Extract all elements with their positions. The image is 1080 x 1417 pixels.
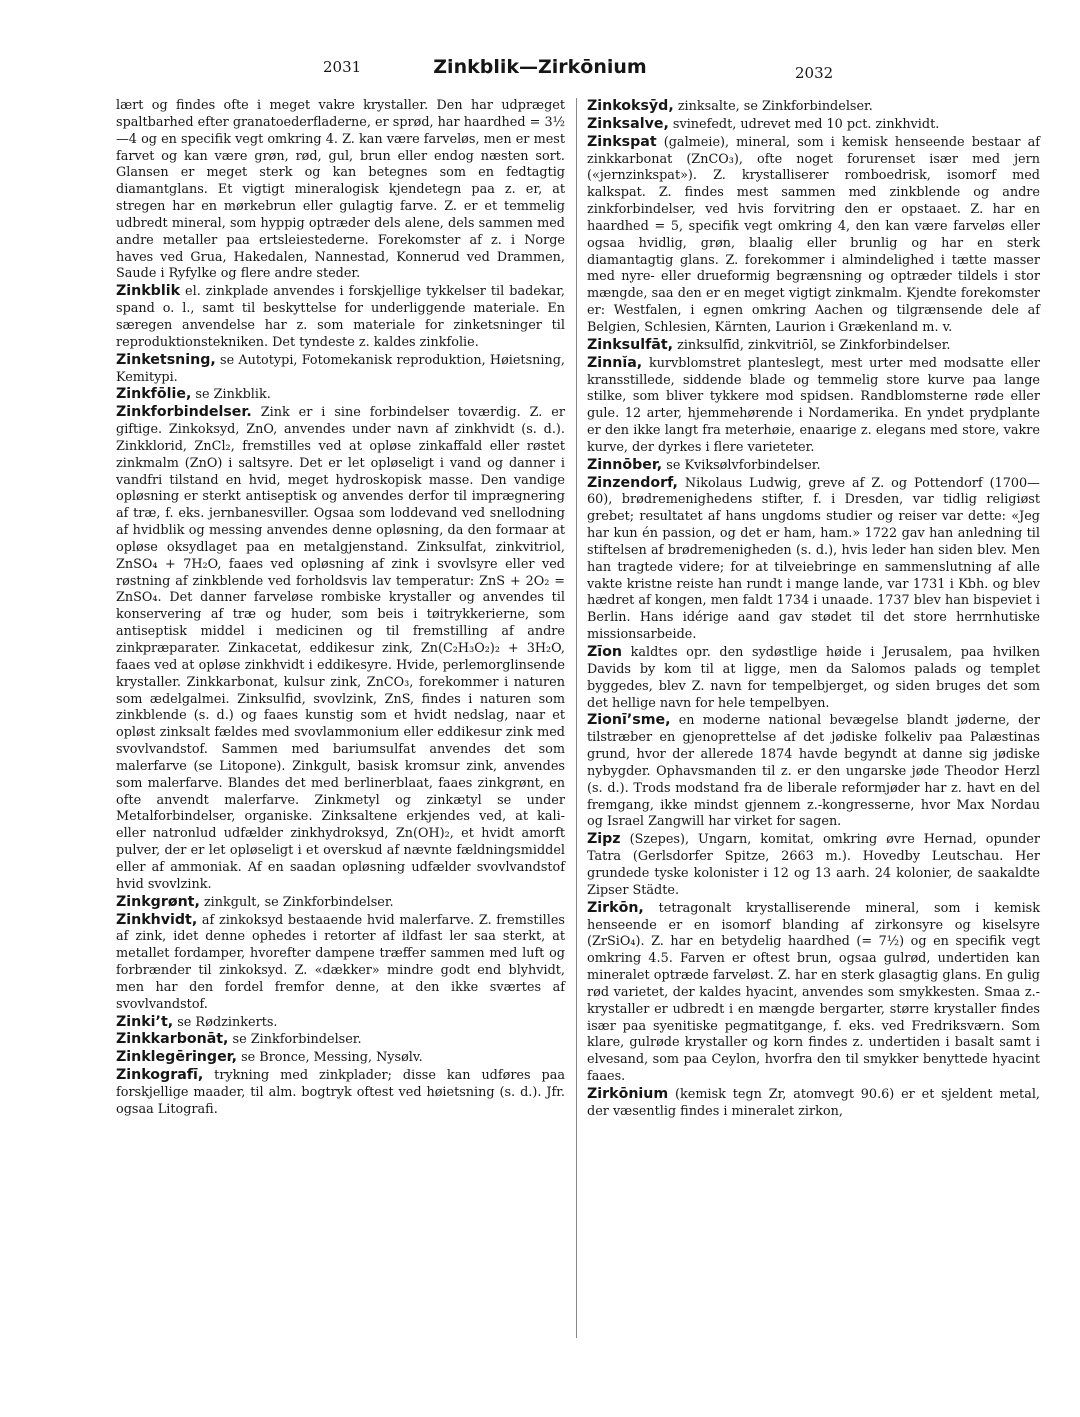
entry-headword: Zinnōber, <box>587 456 663 473</box>
entry-zinksulfat <box>587 337 1040 355</box>
entry-headword: Zinnĭa, <box>587 354 643 371</box>
entry-headword: Zinketsning, <box>116 351 216 368</box>
entry-headword: Zinkblik <box>116 283 181 300</box>
entry-zinkfolie <box>116 386 565 404</box>
page-header <box>0 56 1080 86</box>
entry-zipz <box>587 831 1040 899</box>
entry-text: (Szepes), Ungarn, komitat, omkring øvre Hernad, opunder Tatra (Gerlsdorfer Spitze, 2663 m.). Hovedby Leutschau. Her grundede tyske kolonister i 12 og 13 aarh. 24 kolonier, de saakaldte Zipser Städte. <box>587 832 1041 898</box>
entry-headword: Zirkōnium <box>587 1085 669 1102</box>
entry-text: zinksalte, se Zinkforbindelser. <box>677 99 873 114</box>
entry-text: (kemisk tegn Zr, atomvegt 90.6) er et sjeldent metal, der væsentlig findes i mineralet zirkon, <box>587 1086 1040 1119</box>
entry-headword: Zinzendorf, <box>587 474 678 491</box>
entry-headword: Zinkoksȳd, <box>587 98 674 114</box>
entry-text: tetragonalt krystalliserende mineral, som i kemisk henseende er en isomorf blanding af zirkonsyre og kiselsyre (ZrSiO₄). Z. har en betydelig haardhed (= 7½) og en specifik vegt omkring 4.5. Farven er oftest brun, ogsaa gulrød, undertiden kan mineralet optræde farveløst. Z. har en sterk glasagtig glans. En gulig rød varietet, der kaldes hyacint, anvendes som smykkesten. Smaa z.-krystaller er udbredt i en mængde bergarter, større krystaller findes især paa syenitiske pegmatitgange, f. eks. ved Fredriksværn. Som klare, gulrøde krystaller og korn findes z. undertiden i basalt samt i elvesand, som paa Ceylon, hvorfra den til smykker benyttede hyacint faaes. <box>587 900 1040 1085</box>
entry-text: af zinkoksyd bestaaende hvid malerfarve. Z. fremstilles af zink, idet denne ophedes i retorter af ildfast ler saa sterkt, at metallet fordamper, hvorefter dampene træffer sammen med luft og forbrænder til zinkoksyd. Z. «dækker» mindre godt end blyhvidt, men har den fordel fremfor denne, at den ikke sværtes af svovlvandstof. <box>116 912 565 1012</box>
entry-zinkblik <box>116 283 565 351</box>
entry-text: kurvblomstret planteslegt, mest urter med modsatte eller kransstillede, siddende blade og temmelig store kurve paa lange stilke, som bliver tykkere mod spidsen. Randblomsterne røde eller gule. 12 arter, hjemmehørende i Nordamerika. En yndet prydplante er den ikke langt fra meterhøie, enaarige z. elegans med store, vakre kurve, der dyrkes i flere varieteter. <box>587 355 1040 455</box>
entry-text: kaldtes opr. den sydøstlige høide i Jerusalem, paa hvilken Davids by kom til at ligge, men da Salomos palads og templet byggedes, blev Z. navn for tempelbjerget, og siden bruges det som det hellige navn for hele tempelbyen. <box>587 645 1040 711</box>
entry-zirkon <box>587 900 1040 1086</box>
entry-headword: Zīon <box>587 644 622 660</box>
entry-text: trykning med zinkplader; disse kan udføres paa forskjellige maader, til alm. bogtryk oftest ved høietsning (s. d.). Jfr. ogsaa Litografi. <box>116 1068 565 1117</box>
entry-headword: Zirkōn, <box>587 899 644 916</box>
entry-text: lært og findes ofte i meget vakre krystaller. Den har udpræget spaltbarhed efter granatoederfladerne, er sprød, har haardhed = 3½—4 og en specifik vegt omkring 4. Z. kan være farveløs, men er mest farvet og kan være grøn, rød, gul, brun eller endog næsten sort. Glansen er meget sterk og kan betegnes som en fedtagtig diamantglans. Et vigtigt mineralogisk kjendetegn paa z. er, at stregen har en mørkebrun eller gulagtig farve. Z. er et temmelig udbredt mineral, som hyppig optræder dels alene, dels sammen med andre metaller paa ertsleiestederne. Forekomster af z. i Norge haves ved Grua, Hakedalen, Nannestad, Konnerud ved Drammen, Saude i Ryfylke og flere andre steder. <box>116 98 565 282</box>
entry-zinkoksyd <box>587 98 1040 116</box>
entry-text: se Zinkblik. <box>195 387 271 403</box>
entry-zinnober <box>587 457 1040 475</box>
entry-headword: Zinkgrønt, <box>116 893 200 910</box>
entry-text: zinksulfīd, zinkvitriōl, se Zinkforbindelser. <box>677 337 951 353</box>
right-column <box>587 98 1040 1121</box>
entry-text: en moderne national bevægelse blandt jøderne, der tilstræber en gjenoprettelse af det jødiske folkeliv paa Palæstinas grund, hvor der allerede 1874 havde begyndt at danne sig jødiske nybygder. Ophavsmanden til z. er den ungarske jøde Theodor Herzl (s. d.). Trods modstand fra de liberale reformjøder har z. havt en del fremgang, ikke mindst gjennem z.-kongresserne, hvor Max Nordau og Israel Zangwill har virket for sagen. <box>587 713 1040 830</box>
entry-zinksalve <box>587 116 1040 134</box>
entry-text: Nikolaus Ludwig, greve af Z. og Pottendorf (1700—60), brødremenighedens stifter, f. i Dresden, var tidlig religiøst grebet; resultatet af hans ungdoms studier og reiser var dette: «Jeg har kun én passion, og det er ham, ham.» 1722 gav han anledning til stiftelsen af brødremenigheden (s. d.), hvis leder han siden blev. Men han tragtede videre; for at tilveiebringe en sammenslutning af alle vakte kristne reiste han rundt i mange lande, var 1731 i Kbh. og blev hædret af kongen, men faldt 1734 i unaade. 1737 blev han bispeviet i Berlin. Hans idérige aand gav stødet til det store herrnhutiske missionsarbeide. <box>587 475 1040 643</box>
entry-headword: Zinksulfāt, <box>587 336 674 353</box>
entry-zinnia <box>587 355 1040 457</box>
left-column <box>116 98 565 1119</box>
entry-zinkkarbonat <box>116 1031 565 1049</box>
entry-zinkforbindelser <box>116 404 565 893</box>
entry-text: se Kviksølvforbindelser. <box>666 457 821 473</box>
entry-headword: Zionī’sme, <box>587 712 671 729</box>
entry-text: se Zinkforbindelser. <box>232 1032 362 1048</box>
entry-text: Zink er i sine forbindelser toværdig. Z. er giftige. Zinkoksyd, ZnO, anvendes under navn af zinkhvidt (s. d.). Zinkklorid, ZnCl₂, fremstilles ved at opløse zinkaffald eller røstet zinkmalm (ZnO) i saltsyre. Det er let opløseligt i vand og danner i vandfri tilstand en hvid, meget hydroskopisk masse. Den vandige opløsning er sterkt antiseptisk og anvendes derfor til imprægnering af træ, f. eks. jernbanesviller. Ogsaa som loddevand ved snellodning af hvidblik og messing anvendes denne opløsning, da den formaar at opløse oksydlaget paa en metalgjenstand. Zinksulfat, zinkvitriol, ZnSO₄ + 7H₂O, faaes ved opløsning af zink i svovlsyre eller ved røstning af zinkblende ved forholdsvis lav temperatur: ZnS + 2O₂ = ZnSO₄. Det danner farveløse rombiske krystaller og anvendes til konservering af træ og huder, som beis i tøitrykkerierne, som antiseptisk middel i medicinen og til fremstilling af andre zinkpræparater. Zinkacetat, eddikesur zink, Zn(C₂H₃O₂)₂ + 3H₂O, faaes ved at opløse zinkhvidt i eddikesyre. Hvide, perlemorglinsende krystaller. Zinkkarbonat, kulsur zink, ZnCO₃, forekommer i naturen som ædelgalmei. Zinksulfid, svovlzink, ZnS, findes i naturen som zinkblende (s. d.) og faaes kunstig som et hvidt nedslag, naar et opløst zinksalt fældes med svovlammonium eller eddikesur zink med svovlvandstof. Sammen med bariumsulfat anvendes det som malerfarve (se Litopone). Zinkgult, basisk kromsur zink, anvendes som malerfarve. Blandes det med berlinerblaat, faaes zinkgrønt, en ofte anvendt malerfarve. Zinkmetyl og zinkætyl se under Metalforbindelser, organiske. Zinksaltene erkjendes ved, at kali- eller natronlud udfælder zinkhydroksyd, Zn(OH)₂, et hvidt amorft pulver, der er let opløseligt i et overskud af nævnte fældningsmiddel eller af ammoniak. Af en saadan opløsning udfælder svovlvandstof hvid svovlzink. <box>116 405 565 892</box>
page-number-left: 2031 <box>323 58 362 76</box>
entry-zinzendorf <box>587 475 1040 644</box>
running-title: Zinkblik—Zirkōnium <box>433 56 647 78</box>
entry-headword: Zipz <box>587 831 621 848</box>
entry-zion <box>587 644 1040 712</box>
entry-zinketsning <box>116 352 565 387</box>
entry-zinklegeringer <box>116 1049 565 1067</box>
entry-text: svinefedt, udrevet med 10 pct. zinkhvidt. <box>672 116 940 132</box>
entry-headword: Zinkfōlie, <box>116 386 192 403</box>
entry-zinkhvidt <box>116 912 565 1014</box>
entry-text: se Bronce, Messing, Nysølv. <box>241 1050 423 1066</box>
entry-zinkografi <box>116 1067 565 1119</box>
entry-headword: Zinklegēringer, <box>116 1049 237 1066</box>
entry-headword: Zinkforbindelser. <box>116 404 252 421</box>
entry-zinkblende-continuation <box>116 98 565 283</box>
entry-zinkgront <box>116 894 565 912</box>
entry-headword: Zinksalve, <box>587 115 669 132</box>
entry-headword: Zinkografī, <box>116 1067 204 1084</box>
entry-headword: Zinki’t, <box>116 1013 174 1030</box>
entry-text: se Autotypi, Fotomekanisk reproduktion, Høietsning, Kemitypi. <box>116 352 565 385</box>
entry-text: zinkgult, se Zinkforbindelser. <box>203 894 394 910</box>
entry-zirkonium <box>587 1086 1040 1121</box>
entry-text: se Rødzinkerts. <box>177 1014 278 1030</box>
entry-headword: Zinkspat <box>587 133 657 150</box>
entry-zinkit <box>116 1014 565 1032</box>
entry-text: el. zinkplade anvendes i forskjellige tykkelser til badekar, spand o. l., samt til beskyttelse for underliggende materiale. En særegen anvendelse har z. som materiale for zinketsninger til reproduktionstekniken. Det tyndeste z. kaldes zinkfolie. <box>116 284 565 350</box>
entry-zinkspat <box>587 134 1040 337</box>
page-number-right: 2032 <box>795 64 834 82</box>
entry-text: (galmeie), mineral, som i kemisk henseende bestaar af zinkkarbonat (ZnCO₃), ofte noget forurenset især med jern («jernzinkspat»). Z. krystalliserer romboedrisk, isomorf med kalkspat. Z. findes mest sammen med zinkblende og andre zinkforbindelser, ved hvis forvitring den er opstaaet. Z. har en haardhed = 5, specifik vegt omkring 4, den kan være farveløs eller ogsaa hvidlig, grøn, blaalig eller brunlig og har en sterk diamantagtig glans. Z. forekommer i almindelighed i tætte masser med nyre- eller drueformig begrænsning og optræder tildels i stor mængde, saa den er en meget vigtigt zinkmalm. Kjendte forekomster er: Westfalen, i egnen omkring Aachen og tilgrænsende dele af Belgien, Schlesien, Kärnten, Laurion i Grækenland m. v. <box>587 134 1040 335</box>
entry-headword: Zinkkarbonāt, <box>116 1031 229 1048</box>
entry-zionisme <box>587 712 1040 831</box>
entry-headword: Zinkhvidt, <box>116 911 198 928</box>
column-divider <box>576 98 577 1338</box>
